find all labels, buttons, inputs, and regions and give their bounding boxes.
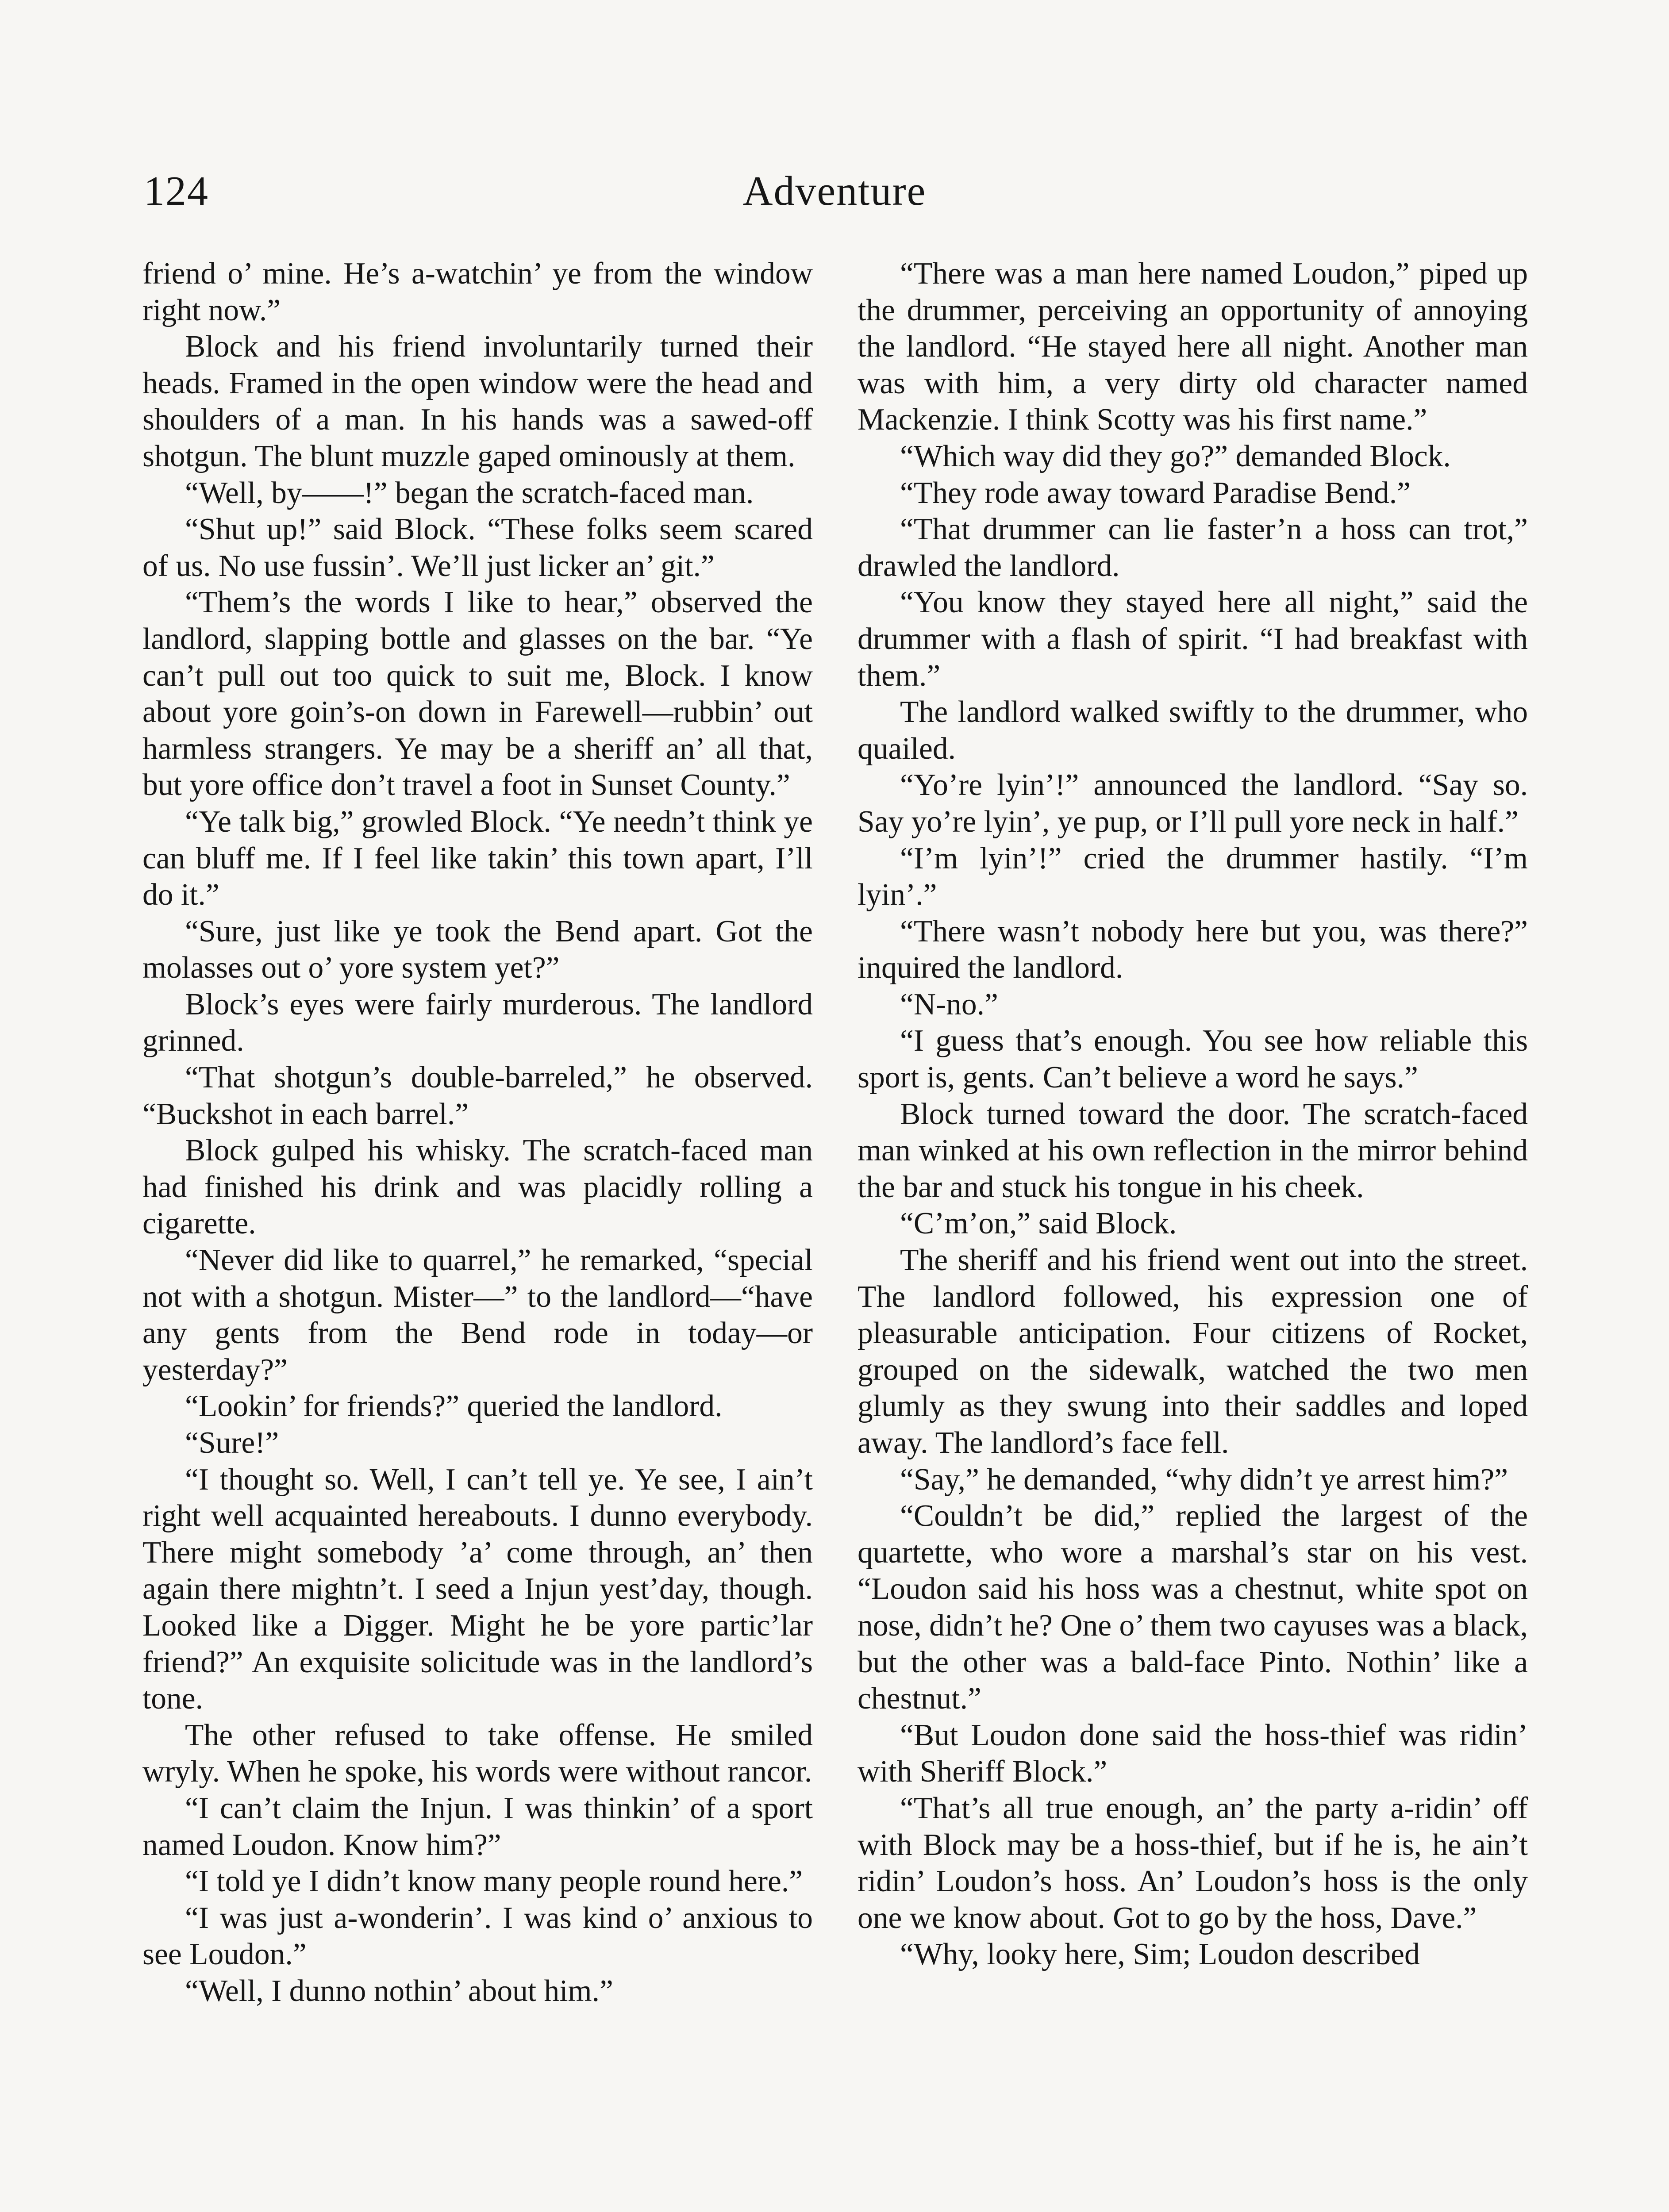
paragraph: “Say,” he demanded, “why didn’t ye arrest him?” xyxy=(900,1462,1508,1497)
paragraph: “I’m lyin’!” cried the drummer hastily. “I’m lyin’.” xyxy=(858,841,1528,912)
paragraph: “I thought so. Well, I can’t tell ye. Ye see, I ain’t right well acquainted hereabouts. I dunno everybody. There might somebody ’a’ come through, an’ then again there mightn’t. I seed a Injun yest’day, though. Looked like a Digger. Might he be yore partic’lar friend?” An exquisite solicitude was in the landlord’s tone. xyxy=(142,1462,813,1716)
paragraph: “Well, by——!” began the scratch-faced man. xyxy=(185,476,754,510)
paragraph: “There was a man here named Loudon,” piped up the drummer, perceiving an opportunity of annoying the landlord. “He stayed here all night. Another man was with him, a very dirty old character named Mackenzie. I think Scotty was his first name.” xyxy=(858,257,1528,437)
paragraph: “C’m’on,” said Block. xyxy=(900,1206,1177,1241)
paragraph: Block’s eyes were fairly murderous. The landlord grinned. xyxy=(142,987,813,1058)
paragraph: “I was just a-wonderin’. I was kind o’ anxious to see Loudon.” xyxy=(142,1901,813,1972)
paragraph: “Well, I dunno nothin’ about him.” xyxy=(185,1974,613,2008)
page-header xyxy=(144,165,1525,227)
paragraph: “Never did like to quarrel,” he remarked, “special not with a shotgun. Mister—” to the landlord—“have any gents from the Bend rode in today—or yesterday?” xyxy=(142,1243,813,1387)
paragraph: “I can’t claim the Injun. I was thinkin’ of a sport named Loudon. Know him?” xyxy=(142,1791,813,1862)
paragraph: “Them’s the words I like to hear,” observed the landlord, slapping bottle and glasses on the bar. “Ye can’t pull out too quick to suit me, Block. I know about yore goin’s-on down in Farewell—rubbin’ out harmless strangers. Ye may be a sheriff an’ all that, but yore office don’t travel a foot in Sunset County.” xyxy=(142,585,813,803)
running-title: Adventure xyxy=(742,168,927,214)
paragraph: “Lookin’ for friends?” queried the landlord. xyxy=(185,1389,723,1424)
paragraph: Block and his friend involuntarily turned their heads. Framed in the open window were the head and shoulders of a man. In his hands was a sawed-off shotgun. The blunt muzzle gaped ominously at them. xyxy=(142,330,813,473)
paragraph: “There wasn’t nobody here but you, was there?” inquired the landlord. xyxy=(858,914,1528,985)
paragraph: “I told ye I didn’t know many people round here.” xyxy=(185,1864,803,1899)
paragraph: “I guess that’s enough. You see how reliable this sport is, gents. Can’t believe a word he says.” xyxy=(858,1024,1528,1095)
paragraph: “Shut up!” said Block. “These folks seem scared of us. No use fussin’. We’ll just licker an’ git.” xyxy=(142,512,813,583)
paragraph: “Yo’re lyin’!” announced the landlord. “Say so. Say yo’re lyin’, ye pup, or I’ll pull yore neck in half.” xyxy=(858,768,1528,839)
left-column xyxy=(142,256,813,2010)
paragraph: “That shotgun’s double-barreled,” he observed. “Buckshot in each barrel.” xyxy=(142,1060,813,1131)
paragraph: “That’s all true enough, an’ the party a-ridin’ off with Block may be a hoss-thief, but if he is, he ain’t ridin’ Loudon’s hoss. An’ Loudon’s hoss is the only one we know about. Got to go by the hoss, Dave.” xyxy=(858,1791,1528,1935)
paragraph: The landlord walked swiftly to the drummer, who quailed. xyxy=(858,695,1528,766)
paragraph: “But Loudon done said the hoss-thief was ridin’ with Sheriff Block.” xyxy=(858,1718,1528,1789)
paragraph: “Ye talk big,” growled Block. “Ye needn’t think ye can bluff me. If I feel like takin’ this town apart, I’ll do it.” xyxy=(142,804,813,912)
paragraph: “That drummer can lie faster’n a hoss can trot,” drawled the landlord. xyxy=(858,512,1528,583)
paragraph: friend o’ mine. He’s a-watchin’ ye from the window right now.” xyxy=(142,257,813,327)
paragraph: “You know they stayed here all night,” said the drummer with a flash of spirit. “I had breakfast with them.” xyxy=(858,585,1528,693)
paragraph: “Which way did they go?” demanded Block. xyxy=(900,439,1451,473)
paragraph: “Sure!” xyxy=(185,1426,279,1460)
paragraph: The sheriff and his friend went out into the street. The landlord followed, his expression one of pleasurable anticipation. Four citizens of Rocket, grouped on the sidewalk, watched the two men glumly as they swung into their saddles and loped away. The landlord’s face fell. xyxy=(858,1243,1528,1460)
page-number: 124 xyxy=(144,168,209,214)
right-column xyxy=(858,256,1528,1973)
paragraph: “Couldn’t be did,” replied the largest of the quartette, who wore a marshal’s star on his vest. “Loudon said his hoss was a chestnut, white spot on nose, didn’t he? One o’ them two cayuses was a black, but the other was a bald-face Pinto. Nothin’ like a chestnut.” xyxy=(858,1499,1528,1716)
paragraph: “N-no.” xyxy=(900,987,998,1022)
paragraph: Block turned toward the door. The scratch-faced man winked at his own reflection in the mirror behind the bar and stuck his tongue in his cheek. xyxy=(858,1097,1528,1204)
paragraph: “They rode away toward Paradise Bend.” xyxy=(900,476,1411,510)
paragraph: “Why, looky here, Sim; Loudon described xyxy=(900,1937,1420,1972)
paragraph: Block gulped his whisky. The scratch-faced man had finished his drink and was placidly rolling a cigarette. xyxy=(142,1133,813,1241)
paragraph: The other refused to take offense. He smiled wryly. When he spoke, his words were without rancor. xyxy=(142,1718,813,1789)
paragraph: “Sure, just like ye took the Bend apart. Got the molasses out o’ yore system yet?” xyxy=(142,914,813,985)
